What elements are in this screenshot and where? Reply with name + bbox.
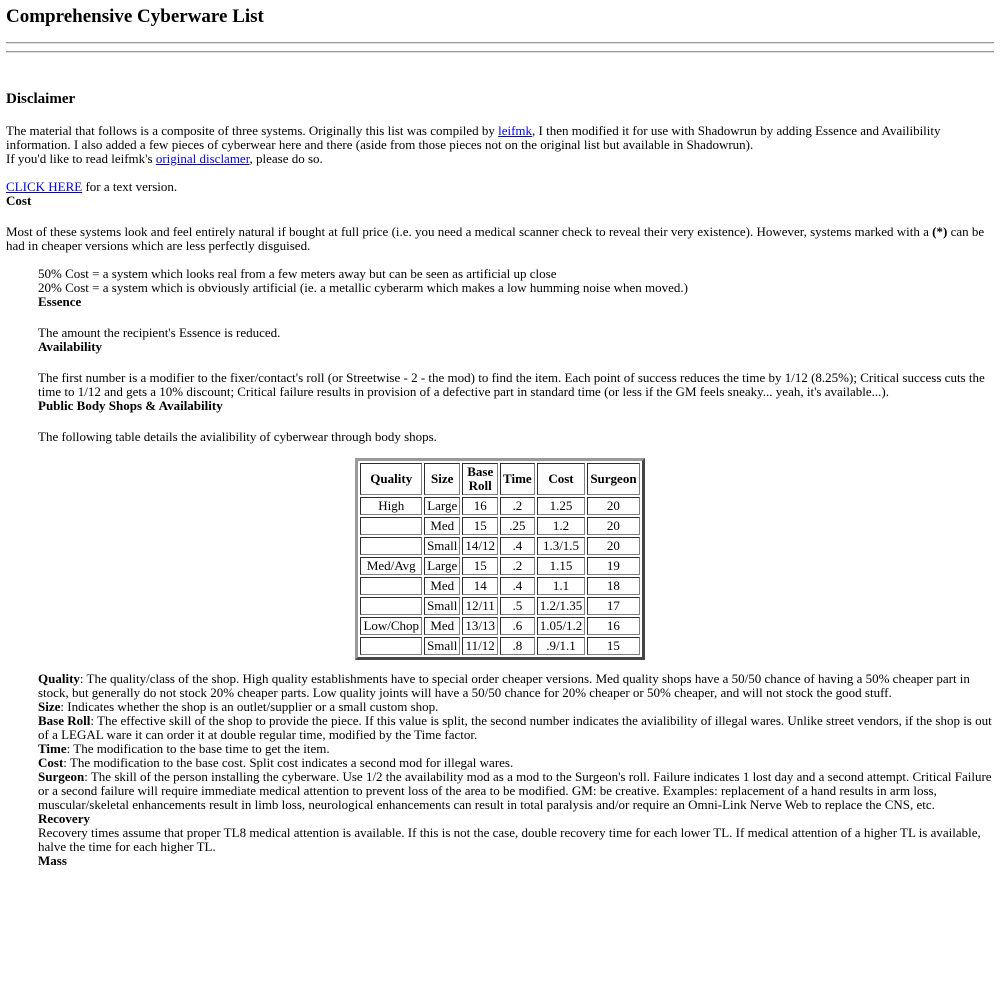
essence-heading: Essence	[38, 294, 82, 309]
table-cell: 1.3/1.5	[537, 537, 586, 555]
availability-heading: Availability	[38, 339, 103, 354]
definition-time	[38, 742, 994, 756]
table-cell: Low/Chop	[360, 617, 422, 635]
table-cell	[360, 577, 422, 595]
table-cell: .9/1.1	[537, 637, 586, 655]
definition-term: Base Roll	[38, 713, 91, 728]
table-cell: 13/13	[462, 617, 498, 635]
definition-text: : Indicates whether the shop is an outlet/supplier or a small custom shop.	[60, 699, 439, 714]
disclaimer-heading: Disclaimer	[6, 91, 76, 107]
table-row	[360, 517, 639, 535]
definition-size	[38, 700, 994, 714]
recovery-heading: Recovery	[38, 811, 90, 826]
table-cell: 1.2	[537, 517, 586, 535]
definition-text: : The effective skill of the shop to provide the piece. If this value is split, the second number indicates the avialibility of illegal wares. Unlike street vendors, if the shop is out of a LEGAL ware it can order it at double regular time, modified by the Time factor.	[38, 713, 992, 742]
horizontal-rule	[6, 51, 994, 53]
body-shops-heading: Public Body Shops & Availability	[38, 398, 223, 413]
table-cell: 1.2/1.35	[537, 597, 586, 615]
disclaimer-text: , please do so.	[249, 151, 323, 166]
table-cell	[360, 517, 422, 535]
table-cell: .25	[500, 517, 535, 535]
cost-heading: Cost	[6, 193, 32, 208]
table-cell: 17	[587, 597, 639, 615]
table-cell: Med	[424, 517, 460, 535]
table-cell: 19	[587, 557, 639, 575]
disclaimer-text: If you'd like to read leifmk's	[6, 151, 156, 166]
table-cell: 16	[462, 497, 498, 515]
table-cell: .6	[500, 617, 535, 635]
table-cell: 18	[587, 577, 639, 595]
definition-text: : The modification to the base cost. Split cost indicates a second mod for illegal wares.	[63, 755, 514, 770]
table-cell: 20	[587, 537, 639, 555]
table-header-row	[360, 463, 639, 495]
recovery-text: Recovery times assume that proper TL8 medical attention is available. If this is not the case, double recovery time for each lower TL. If medical attention of a higher TL is available, halve the time for each higher TL.	[38, 825, 981, 854]
table-cell: .5	[500, 597, 535, 615]
cost-text: can be had in cheaper versions which are less perfectly disguised.	[6, 224, 985, 253]
column-header: Quality	[360, 463, 422, 495]
table-cell: 11/12	[462, 637, 498, 655]
table-cell: 16	[587, 617, 639, 635]
definition-term: Cost	[38, 755, 64, 770]
column-header: Size	[424, 463, 460, 495]
availability-text: The first number is a modifier to the fixer/contact's roll (or Streetwise - 2 - the mod) to find the item. Each point of success reduces the time by 1/12 (8.25%); Critical success cuts the time to 1/12 and gets a 10% discount; Critical failure results in provision of a defective part in standard time (or less if the GM feels sneaky... yeah, it's available...).	[38, 370, 985, 399]
table-row	[360, 597, 639, 615]
table-cell: 1.05/1.2	[537, 617, 586, 635]
table-row	[360, 617, 639, 635]
table-cell: .2	[500, 557, 535, 575]
table-cell: 15	[462, 557, 498, 575]
leifmk-link[interactable]: leifmk	[498, 123, 533, 138]
column-header: Surgeon	[587, 463, 639, 495]
table-row	[360, 577, 639, 595]
table-cell: Med	[424, 577, 460, 595]
horizontal-rule	[6, 42, 994, 44]
table-cell: Large	[424, 557, 460, 575]
table-cell: Small	[424, 637, 460, 655]
definition-cost	[38, 756, 994, 770]
table-cell: .4	[500, 577, 535, 595]
table-cell: 20	[587, 497, 639, 515]
text-version-paragraph	[6, 180, 994, 194]
cost-line-50: 50% Cost = a system which looks real from a few meters away but can be seen as artificial up close	[38, 266, 557, 281]
table-row	[360, 557, 639, 575]
page-title: Comprehensive Cyberware List	[6, 6, 264, 27]
table-cell: Large	[424, 497, 460, 515]
definition-text: : The modification to the base time to get the item.	[66, 741, 330, 756]
table-cell: 14	[462, 577, 498, 595]
table-cell	[360, 537, 422, 555]
definition-quality	[38, 672, 994, 700]
table-cell: Med/Avg	[360, 557, 422, 575]
definition-text: : The skill of the person installing the cyberware. Use 1/2 the availability mod as a mod to the Surgeon's roll. Failure indicates 1 lost day and a second attempt. Critical Failure or a second failure will require immediate medical attention to prevent loss of the area to be modified. GM: be creative. Examples: replacement of a hand results in arm loss, muscular/skeletal enhancements result in limb loss, neurological enhancements can result in total paralysis and/or require an Omni-Link Nerve Web to replace the CNS, etc.	[38, 769, 992, 812]
cost-text: Most of these systems look and feel entirely natural if bought at full price (i.e. you need a medical scanner check to reveal their very existence). However, systems marked with a	[6, 224, 933, 239]
table-cell: 12/11	[462, 597, 498, 615]
table-cell: 1.25	[537, 497, 586, 515]
definition-surgeon	[38, 770, 994, 812]
essence-text: The amount the recipient's Essence is reduced.	[38, 325, 281, 340]
table-row	[360, 637, 639, 655]
table-row	[360, 537, 639, 555]
definition-term: Surgeon	[38, 769, 85, 784]
column-header: Base Roll	[462, 463, 498, 495]
table-row	[360, 497, 639, 515]
table-cell: 15	[587, 637, 639, 655]
table-cell: .2	[500, 497, 535, 515]
disclaimer-paragraph	[6, 124, 994, 166]
table-cell: 1.15	[537, 557, 586, 575]
table-definitions	[38, 672, 994, 868]
table-cell: Med	[424, 617, 460, 635]
table-cell: .8	[500, 637, 535, 655]
table-cell: High	[360, 497, 422, 515]
table-cell: Small	[424, 597, 460, 615]
table-cell: 20	[587, 517, 639, 535]
disclaimer-text: , I then modified it for use with Shadowrun by adding Essence and Availibility information. I also added a few pieces of cyberwear here and there (aside from those pieces not on the original list but available in Shadowrun).	[6, 123, 941, 152]
table-cell	[360, 597, 422, 615]
table-cell: 15	[462, 517, 498, 535]
column-header: Time	[500, 463, 535, 495]
cost-paragraph	[6, 225, 994, 253]
definition-term: Size	[38, 699, 61, 714]
definition-term: Time	[38, 741, 67, 756]
definition-term: Quality	[38, 671, 80, 686]
body-shops-table	[355, 458, 644, 660]
body-shops-intro: The following table details the avialibility of cyberwear through body shops.	[38, 429, 437, 444]
table-cell: Small	[424, 537, 460, 555]
disclaimer-text: The material that follows is a composite of three systems. Originally this list was compiled by	[6, 123, 499, 138]
table-cell: .4	[500, 537, 535, 555]
cost-mark: (*)	[932, 224, 948, 239]
cost-line-20: 20% Cost = a system which is obviously artificial (ie. a metallic cyberarm which makes a low humming noise when moved.)	[38, 280, 688, 295]
table-cell: 14/12	[462, 537, 498, 555]
column-header: Cost	[537, 463, 586, 495]
table-cell: 1.1	[537, 577, 586, 595]
table-cell	[360, 637, 422, 655]
original-disclaimer-link[interactable]: original disclamer	[155, 151, 250, 166]
click-here-link[interactable]: CLICK HERE	[6, 179, 83, 194]
definition-base-roll	[38, 714, 994, 742]
definition-text: : The quality/class of the shop. High quality establishments have to special order cheaper versions. Med quality shops have a 50/50 chance of having a 50% cheaper part in stock, but generally do not stock 20% cheaper parts. Low quality joints will have a 50/50 chance for 20% cheaper or 50% cheaper, and will not stock the good stuff.	[38, 671, 970, 700]
text-version-text: for a text version.	[82, 179, 178, 194]
mass-heading: Mass	[38, 853, 67, 868]
cost-definitions	[38, 267, 994, 444]
